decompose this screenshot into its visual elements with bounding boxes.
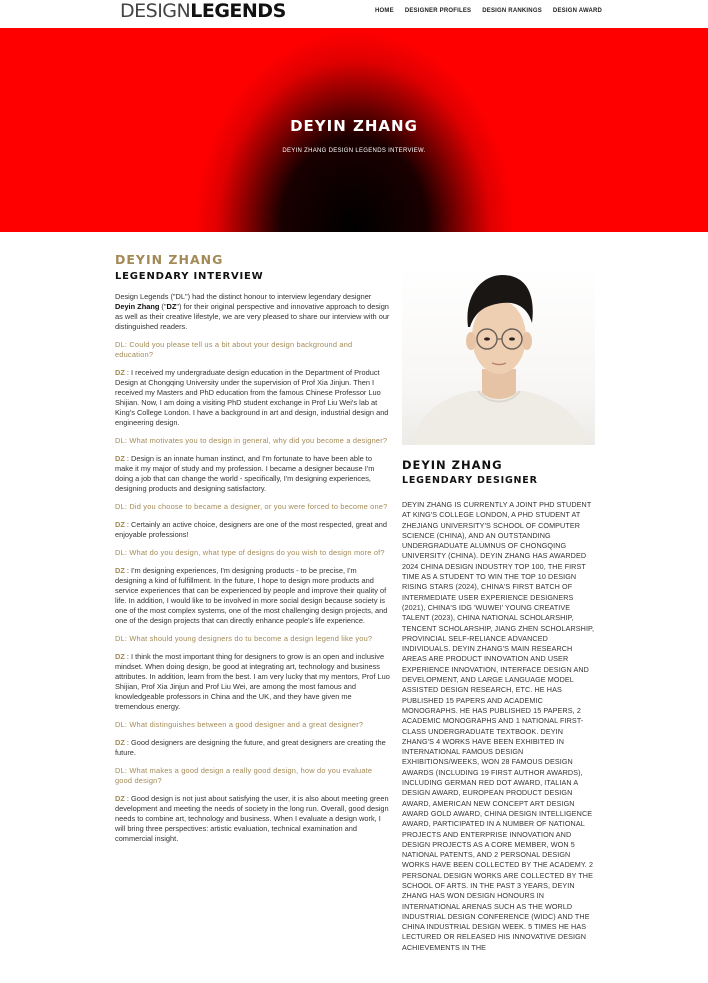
eye-right xyxy=(509,337,515,340)
answer-7 xyxy=(115,794,390,844)
intro-dz-abbrev: DZ xyxy=(166,302,177,311)
nav-home[interactable]: HOME xyxy=(375,8,394,14)
answer-5 xyxy=(115,652,390,712)
eye-left xyxy=(484,337,490,340)
sweater-shape xyxy=(412,391,588,445)
logo-thin: DESIGN xyxy=(120,0,191,22)
intro-text-post: ") for their original perspective and innovative approach to design as well as their creative lifestyle, we are very pleased to share our interview with our distinguished readers. xyxy=(115,302,390,331)
question-1: DL: Could you please tell us a bit about your design background and education? xyxy=(115,340,353,359)
question-6: DL: What distinguishes between a good designer and a great designer? xyxy=(115,720,364,729)
intro-text-pre: Design Legends ("DL") had the distinct honour to interview legendary designer xyxy=(115,292,372,301)
profile-column xyxy=(402,458,597,953)
interview-name: DEYIN ZHANG xyxy=(115,252,224,267)
dz-label: DZ xyxy=(115,454,125,463)
dz-label: DZ xyxy=(115,738,125,747)
answer-text: : Good designers are designing the future, and great designers are creating the future. xyxy=(115,738,386,757)
hero-subtitle: DEYIN ZHANG DESIGN LEGENDS INTERVIEW. xyxy=(282,148,426,154)
site-header xyxy=(0,0,708,28)
question-2: DL: What motivates you to design in general, why did you become a designer? xyxy=(115,436,388,445)
nav-designer-profiles[interactable]: DESIGNER PROFILES xyxy=(404,8,472,14)
logo-bold: LEGENDS xyxy=(190,0,286,22)
designer-portrait xyxy=(402,265,595,445)
dz-label: DZ xyxy=(115,566,125,575)
answer-1 xyxy=(115,368,390,428)
dz-label: DZ xyxy=(115,652,125,661)
answer-6 xyxy=(115,738,390,758)
answer-text: : I think the most important thing for designers to grow is an open and inclusive mindset. When doing design, be good at integrating art, technology and business attributes. In addition, learn from the best. I am very lucky that my mentors, Prof Luo Shijian, Prof Xia Jinjun and Prof Liu Wei, are among the most famous and knowledgeable professors in China and the UK, and they have given me tremendous energy. xyxy=(115,652,390,711)
answer-text: : I'm designing experiences, I'm designing products - to be precise, I'm designing a kind of fulfillment. In the future, I hope to design more products and service experiences that can be experienced by people and improve their quality of life. In addition, I would like to be involved in more social design because society is one of the most complex systems, one of the most challenging design projects, and one of the design projects that can directly enhance people's life experience. xyxy=(115,566,388,625)
interview-intro xyxy=(115,292,390,332)
question-7: DL: What makes a good design a really good design, how do you evaluate good design? xyxy=(115,766,373,785)
answer-3 xyxy=(115,520,390,540)
profile-heading: LEGENDARY DESIGNER xyxy=(402,475,538,486)
hero-banner xyxy=(0,28,708,232)
hero-title: DEYIN ZHANG xyxy=(290,117,418,135)
portrait-illustration xyxy=(402,265,595,445)
question-4: DL: What do you design, what type of designs do you wish to design more of? xyxy=(115,548,385,557)
site-logo[interactable] xyxy=(120,1,286,21)
answer-text: : Certainly an active choice, designers are one of the most respected, great and enjoyable professions! xyxy=(115,520,387,539)
main-nav xyxy=(375,8,613,14)
nav-design-award[interactable]: DESIGN AWARD xyxy=(552,8,603,14)
intro-designer-name: Deyin Zhang xyxy=(115,302,160,311)
question-5: DL: What should young designers do tu become a design legend like you? xyxy=(115,634,373,643)
dz-label: DZ xyxy=(115,368,125,377)
dz-label: DZ xyxy=(115,794,125,803)
profile-bio: DEYIN ZHANG IS CURRENTLY A JOINT PHD STUDENT AT KING'S COLLEGE LONDON, A PHD STUDENT AT ZHEJIANG UNIVERSITY'S SCHOOL OF COMPUTER SCIENCE (CHINA), AND AN OUTSTANDING UNDERGRADUATE ALUMNUS OF CHONGQING UNIVERSITY (CHINA). DEYIN ZHANG HAS AWARDED 2024 CHINA DESIGN INDUSTRY TOP 100, THE FIRST TIME AS A STUDENT TO WIN THE TOP 10 DESIGN RISING STARS (2024), CHINA'S FIRST BATCH OF INTERMEDIATE USER EXPERIENCE DESIGNERS (2021), CHINA'S IDG 'WUWEI' YOUNG CREATIVE TALENT (2023), CHINA NATIONAL SCHOLARSHIP, TENCENT SCHOLARSHIP, JIANG ZHEN SCHOLARSHIP, PROVINCIAL SELF-RELIANCE ADVANCED INDIVIDUALS. DEYIN ZHANG'S MAIN RESEARCH AREAS ARE PRODUCT INNOVATION AND USER EXPERIENCE INNOVATION, INTERFACE DESIGN AND DEVELOPMENT, AND LARGE LANGUAGE MODEL ASSISTED DESIGN RESEARCH, ETC. HE HAS PUBLISHED 15 PAPERS AND ACADEMIC MONOGRAPHS. HE HAS PUBLISHED 15 PAPERS, 2 ACADEMIC MONOGRAPHS AND 1 NATIONAL FIRST-CLASS UNDERGRADUATE TEXTBOOK. DEYIN ZHANG'S 4 WORKS HAVE BEEN EXHIBITED IN INTERNATIONAL FAMOUS DESIGN EXHIBITIONS/WEEKS, WON 28 FAMOUS DESIGN AWARDS (INCLUDING 19 FIRST AUTHOR AWARDS), INCLUDING GERMAN RED DOT AWARD, ITALIAN A DESIGN AWARD, EUROPEAN PRODUCT DESIGN AWARD, AMERICAN NEW CONCEPT ART DESIGN AWARD GOLD AWARD, CHINA DESIGN INTELLIGENCE AWARD, PARTICIPATED IN A NUMBER OF NATIONAL PROJECTS AND ENTERPRISE INNOVATION AND DESIGN PROJECTS AS A CORE MEMBER, WON 5 NATIONAL PATENTS, AND 2 PERSONAL DESIGN WORKS HAVE BEEN COLLECTED BY THE ACADEMY. 2 PERSONAL DESIGN WORKS ARE COLLECTED BY THE SCHOOL OF ARTS. IN THE PAST 3 YEARS, DEYIN ZHANG HAS WON DESIGN HONOURS IN INTERNATIONAL ARENAS SUCH AS THE WORLD INDUSTRIAL DESIGN CONFERENCE (WIDC) AND THE CHINA INDUSTRIAL DESIGN WEEK. 5 TIMES HE HAS LECTURED OR RELEASED HIS INNOVATIVE DESIGN ACHIEVEMENTS IN THE xyxy=(402,500,595,952)
question-3: DL: Did you choose to became a designer, or you were forced to become one? xyxy=(115,502,388,511)
profile-name: DEYIN ZHANG xyxy=(402,458,503,472)
answer-text: : Good design is not just about satisfying the user, it is also about meeting green development and meeting the needs of society in the long run. Overall, good design needs to combine art, technology and business. When I evaluate a design work, I will bring three perspectives: artistic evaluation, technical examination and commercial insight. xyxy=(115,794,389,843)
interview-heading: LEGENDARY INTERVIEW xyxy=(115,271,264,282)
interview-column xyxy=(115,252,390,844)
answer-2 xyxy=(115,454,390,494)
dz-label: DZ xyxy=(115,520,125,529)
ear-left xyxy=(466,332,476,350)
answer-text: : I received my undergraduate design education in the Department of Product Design at Chongqing University under the supervision of Prof Xia Jinjun. Then I received my Masters and PhD education from the famous Chinese Professor Luo Shijian. Now, I am doing a visiting PhD student exchange in Prof Liu Wei's lab at King's College London. I have a background in art and design, industrial design and engineering design. xyxy=(115,368,389,427)
answer-4 xyxy=(115,566,390,626)
answer-text: : Design is an innate human instinct, and I'm fortunate to have been able to make it my major of study and my profession. I became a designer because I'm doing a job that can change the world - specifically, I'm designing experiences, designing products and designing satisfactory. xyxy=(115,454,375,493)
intro-text-mid: (" xyxy=(159,302,167,311)
ear-right xyxy=(522,332,532,350)
nav-design-rankings[interactable]: DESIGN RANKINGS xyxy=(482,8,542,14)
